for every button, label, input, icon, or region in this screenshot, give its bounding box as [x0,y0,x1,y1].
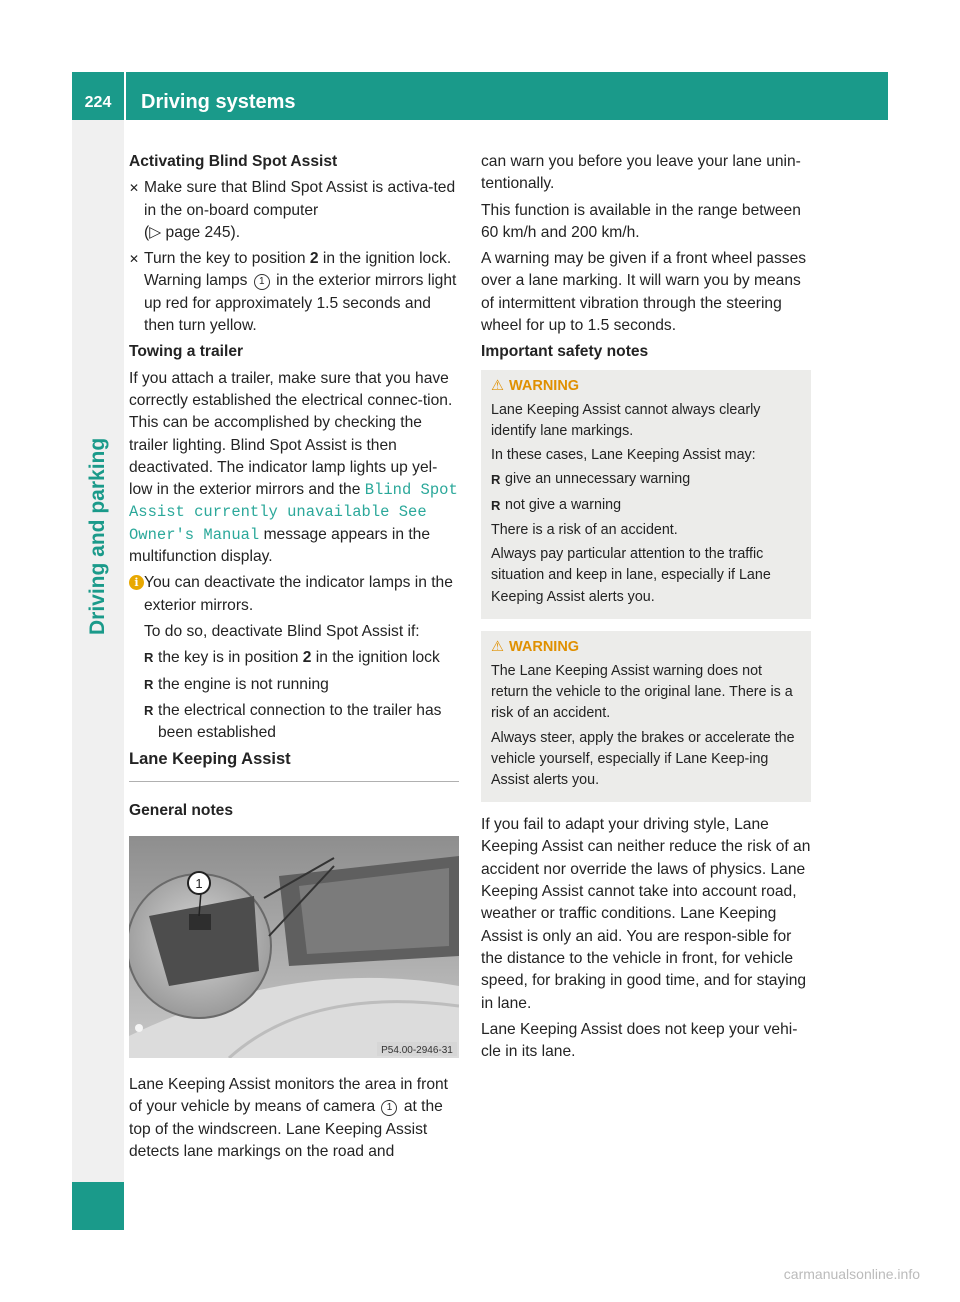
watermark: carmanualsonline.info [783,1266,920,1282]
side-tab [72,120,124,1230]
step-ignition [129,248,459,337]
warning-text: Always steer, apply the brakes or accelerate the vehicle yourself, especially if Lane Keep-ing Assist alerts you. [491,729,795,788]
list-item [144,647,459,669]
info-note [129,572,459,744]
list-item [144,674,459,696]
info-todo: To do so, deactivate Blind Spot Assist if: [144,622,420,640]
step-text: in the exterior mirrors light up red for approximately 1.5 seconds and then turn yellow. [144,272,457,335]
side-marker [72,1182,124,1230]
figure-code: P54.00-2946-31 [381,1045,453,1057]
step-text: Warning lamps [144,272,252,290]
list-item [491,469,801,490]
paragraph: A warning may be given if a front wheel passes over a lane marking. It will warn you by means of intermittent vibration through the steering wheel for up to 1.5 seconds. [481,250,807,335]
step-arrow-icon: ✕ [129,181,140,196]
monitor-paragraph [129,1074,459,1163]
monitor-text: Lane Keeping Assist monitors the area in front of your vehicle by means of camera [129,1076,448,1116]
general-notes-heading: General notes [129,801,233,819]
section-label: Driving and parking [86,437,109,635]
bullet-icon: R [491,472,501,488]
position-number: 2 [309,250,319,268]
warning-label: WARNING [509,638,580,655]
bullet-icon: R [144,676,154,692]
list-item [491,495,801,516]
safety-heading: Important safety notes [481,343,649,361]
towing-paragraph [129,368,459,569]
camera-figure [129,836,459,1058]
list-item [144,700,459,745]
step-text: in the ignition lock. [318,250,452,268]
towing-text: message appears in the multifunction display. [129,525,431,566]
svg-text:1: 1 [195,876,203,892]
warning-text: In these cases, Lane Keeping Assist may: [491,447,756,464]
step-activate [129,177,459,244]
paragraph: If you fail to adapt your driving style, Lane Keeping Assist can neither reduce the risk of an accident nor override the laws of physics. Lane Keeping Assist cannot take into account road, weather or traffic conditions. Lane Keeping Assist is only an aid. You are respon-sible for the distance to the vehicle in front, for vehicle speed, for braking in good time, and for staying in lane. [481,816,811,1012]
left-column [129,151,459,1167]
list-item-text: not give a warning [505,496,622,513]
car-windscreen-illustration [129,836,459,1058]
right-column [481,151,811,1067]
warning-text: Always pay particular attention to the traffic situation and keep in lane, especially if Lane Keeping Assist alerts you. [491,546,771,605]
list-item-text: in the ignition lock [311,649,440,667]
bullet-icon: R [144,702,154,718]
callout-1-icon: 1 [381,1100,397,1116]
list-item-text: give an unnecessary warning [505,471,691,488]
step-text: Make sure that Blind Spot Assist is activa-ted in the on-board computer [144,179,456,219]
warning-header [491,376,801,397]
warning-box [481,631,811,802]
activating-heading: Activating Blind Spot Assist [129,153,338,170]
paragraph: Lane Keeping Assist does not keep your vehi-cle in its lane. [481,1020,798,1061]
paragraph: This function is available in the range between 60 km/h and 200 km/h. [481,201,801,241]
info-icon: i [129,575,144,590]
towing-text: If you attach a trailer, make sure that you have correctly established the electrical connec-tion. This can be accomplished by checking the trailer lighting. Blind Spot Assist is then deactivated. The indicator lamp lights up yel-low in the exterior mirrors and the [129,369,453,499]
bullet-icon: R [144,650,154,666]
warning-icon: ⚠ [491,377,504,394]
step-arrow-icon: ✕ [129,252,140,267]
warning-text: There is a risk of an accident. [491,521,678,538]
page-reference-link[interactable]: (▷ page 245). [144,223,241,241]
warning-icon: ⚠ [491,638,504,655]
list-item-text: the key is in position [158,649,303,667]
display-message: Blind Spot Assist currently unavailable See Owner's Manual [129,481,458,544]
position-number: 2 [302,649,312,667]
warning-label: WARNING [509,377,580,394]
monitor-text: at the top of the windscreen. Lane Keeping Assist detects lane markings on the road and [129,1098,443,1160]
page-title: Driving systems [141,91,296,113]
towing-heading: Towing a trailer [129,343,244,361]
list-item-text: the engine is not running [158,675,329,693]
info-text: You can deactivate the indicator lamps in the exterior mirrors. [144,574,453,614]
warning-text: Lane Keeping Assist cannot always clearly identify lane markings. [491,401,761,440]
header-divider [124,72,126,120]
list-item-text: the electrical connection to the trailer has been established [158,701,442,742]
page-number: 224 [84,94,112,111]
lka-heading: Lane Keeping Assist [129,748,459,781]
paragraph: can warn you before you leave your lane unin-tentionally. [481,153,801,193]
bullet-icon: R [491,497,501,513]
step-text: Turn the key to position [144,250,310,268]
warning-text: The Lane Keeping Assist warning does not return the vehicle to the original lane. There is a risk of an accident. [491,662,793,722]
callout-1-icon: 1 [254,274,270,290]
warning-box [481,370,811,619]
warning-header [491,637,801,658]
